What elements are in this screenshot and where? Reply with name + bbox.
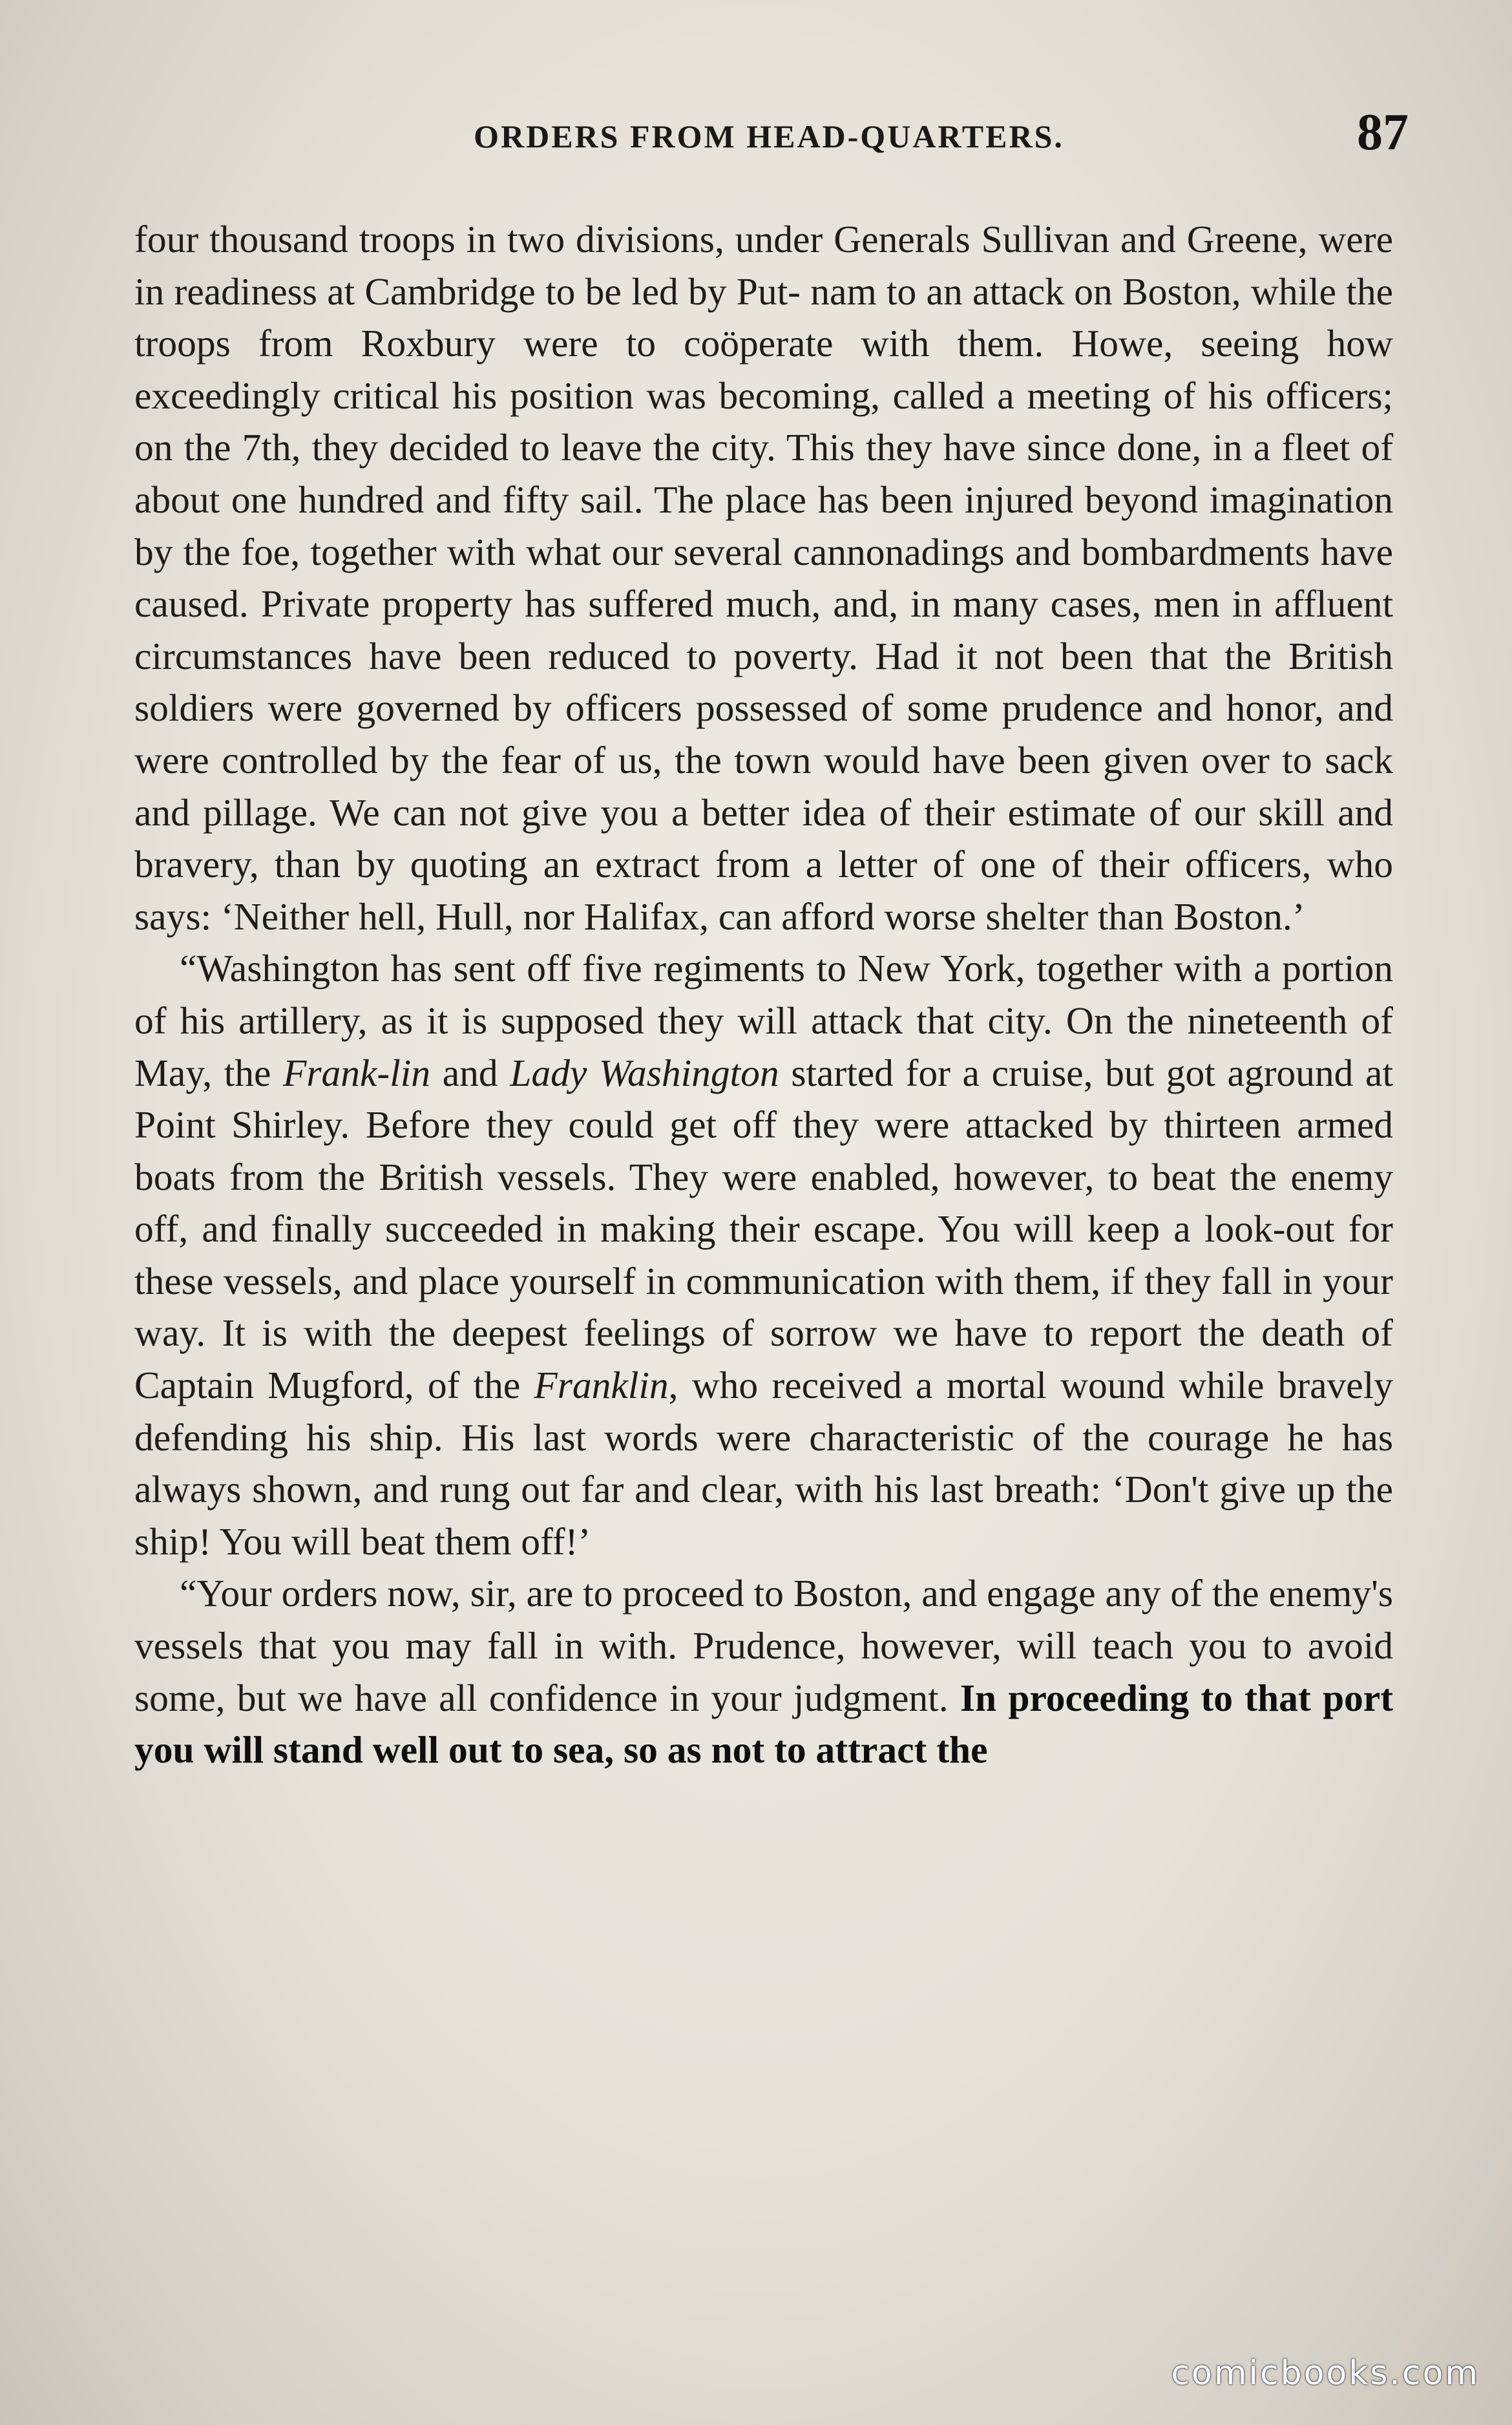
text-line: fifty sail. The place has been injured beyond imagination: [502, 478, 1394, 521]
body-text: [134, 213, 1393, 1776]
paragraph-2-text-c: started for a cruise, but got aground at Point Shirley. Before they could get off they were attacked by thirteen armed boats from the British vessels. They were enabled, however, to beat the enemy off, and finally succeeded in making their escape. You will keep a look-out for these vessels, and place yourself in communication with them, if they fall in your way. It is with the deepest feelings of sorrow we have to report the death of Captain Mugford, of the: [134, 1051, 1393, 1407]
ship-name-franklin: Frank-lin: [283, 1051, 431, 1094]
paragraph-2: [134, 942, 1393, 1567]
text-line: and Greene, were in readiness at Cambridge to be led by Put-: [134, 218, 1393, 313]
text-line: can afford worse shelter than Boston.’: [718, 895, 1305, 938]
paragraph-1: [134, 213, 1393, 942]
text-line: nam to an attack on Boston, while the troops from Roxbury: [134, 270, 1393, 365]
watermark: comicbooks.com: [1171, 2354, 1480, 2393]
paragraph-3-text: “Your orders now, sir, are to proceed to Boston, and engage any of the enemy's vessels that you may fall in with. Prudence, however, will teach you to avoid some, but we have all confidence in your judgment.: [134, 1572, 1393, 1719]
ship-name-franklin: Franklin: [534, 1364, 669, 1407]
text-line: soldiers were governed by officers possessed of some prudence: [134, 686, 1143, 730]
page-number: 87: [1357, 104, 1409, 161]
paragraph-3: [134, 1567, 1393, 1775]
text-line: officers; on the 7th, they decided to leave the city. This: [134, 374, 1394, 469]
text-line: not give you a better idea of their estimate of our skill and: [459, 790, 1393, 834]
paragraph-3-bold-text: In proceeding to that port you will stand well out to sea, so as not to attract the: [134, 1676, 1394, 1772]
text-line: were to coöperate with them. Howe, seeing how exceedingly: [134, 322, 1393, 417]
text-line: would have been given over to sack and pillage. We can: [134, 738, 1394, 834]
paragraph-2-text-a: “Washington has sent off five regiments to New York, together with a portion of his artillery, as it is supposed they will attack that city. On the nineteenth of May, the: [134, 947, 1393, 1094]
text-line: critical his position was becoming, called a meeting of his: [333, 374, 1254, 417]
ship-name-lady-washington: Lady Washington: [510, 1051, 779, 1094]
text-line: by the foe, together with what our several cannonadings and: [134, 530, 1071, 573]
text-line: four thousand troops in two divisions, under Generals Sullivan: [134, 218, 1109, 260]
text-line: been reduced to poverty. Had it not been that the British: [458, 634, 1393, 677]
running-head: [129, 103, 1409, 175]
text-line: and honor, and were controlled by the fear of us, the town: [134, 686, 1393, 781]
paragraph-2-text-d: , who received a mortal wound while bravely defending his ship. His last words were characteristic of the courage he has always shown, and rung out far and clear, with his last breath: ‘Don't give up the ship! You will beat them off!’: [134, 1364, 1393, 1563]
text-line: bombardments have caused. Private property has suffered: [134, 530, 1394, 626]
running-head-title: ORDERS FROM HEAD-QUARTERS.: [474, 118, 1064, 154]
paragraph-2-text-b: and: [430, 1051, 510, 1094]
text-line: they have since done, in a fleet of about one hundred and: [134, 426, 1394, 521]
text-line: their officers, who says: ‘Neither hell, Hull, nor Halifax,: [134, 843, 1393, 938]
text-line: bravery, than by quoting an extract from a letter of one of: [134, 843, 1084, 886]
text-line: much, and, in many cases, men in affluent circumstances have: [134, 582, 1394, 677]
